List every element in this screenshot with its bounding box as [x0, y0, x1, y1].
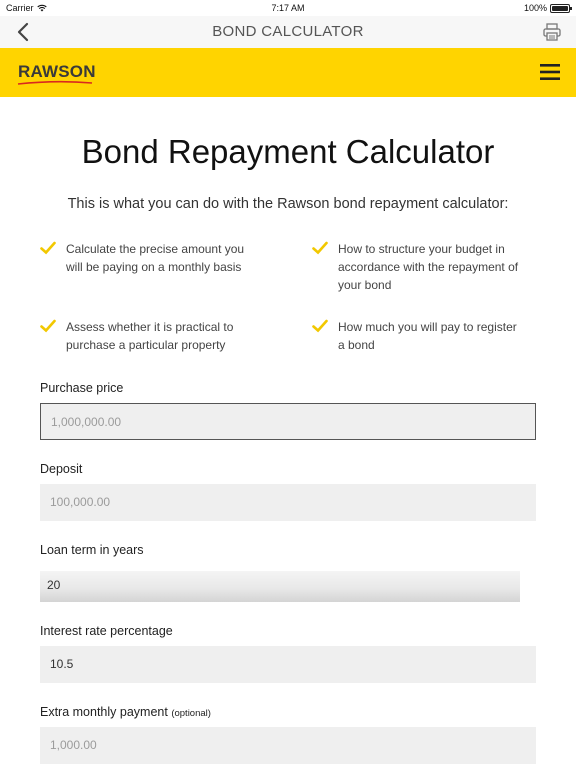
carrier-label: Carrier [6, 3, 34, 13]
loan-term-label: Loan term in years [40, 543, 144, 557]
feature-item [40, 318, 250, 354]
nav-title: BOND CALCULATOR [212, 23, 364, 40]
checkmark-icon [40, 241, 56, 255]
status-bar [0, 0, 576, 16]
extra-payment-input[interactable]: 1,000.00 [40, 727, 536, 764]
printer-icon[interactable] [542, 22, 562, 42]
feature-item [312, 318, 522, 354]
battery-icon [550, 4, 570, 13]
feature-text: How much you will pay to register a bond [338, 320, 517, 352]
feature-text: Calculate the precise amount you will be paying on a monthly basis [66, 242, 245, 274]
optional-tag: (optional) [171, 708, 211, 719]
purchase-price-input[interactable]: 1,000,000.00 [40, 403, 536, 440]
purchase-price-label: Purchase price [40, 381, 124, 395]
page-title: Bond Repayment Calculator [81, 133, 495, 170]
clock: 7:17 AM [271, 3, 305, 13]
extra-payment-label-text: Extra monthly payment [40, 705, 168, 719]
battery-percent: 100% [523, 3, 547, 13]
battery-indicator [524, 3, 570, 13]
checkmark-icon [312, 319, 328, 333]
loan-term-select[interactable]: 20 [40, 571, 520, 602]
extra-payment-label [40, 705, 211, 719]
deposit-label: Deposit [40, 462, 83, 476]
navigation-bar [0, 16, 576, 48]
rawson-logo[interactable]: RAWSON [18, 62, 96, 81]
logo-swoosh [16, 79, 94, 87]
checkmark-icon [40, 319, 56, 333]
brand-header [0, 48, 576, 97]
feature-text: Assess whether it is practical to purchase a particular property [66, 320, 234, 352]
feature-text: How to structure your budget in accordance with the repayment of your bond [338, 242, 519, 292]
checkmark-icon [312, 241, 328, 255]
intro-text: This is what you can do with the Rawson bond repayment calculator: [67, 196, 509, 212]
interest-rate-input[interactable]: 10.5 [40, 646, 536, 683]
deposit-input[interactable]: 100,000.00 [40, 484, 536, 521]
hamburger-menu-icon[interactable] [540, 63, 560, 81]
interest-rate-label: Interest rate percentage [40, 624, 173, 638]
feature-item [312, 240, 522, 294]
feature-item [40, 240, 250, 276]
